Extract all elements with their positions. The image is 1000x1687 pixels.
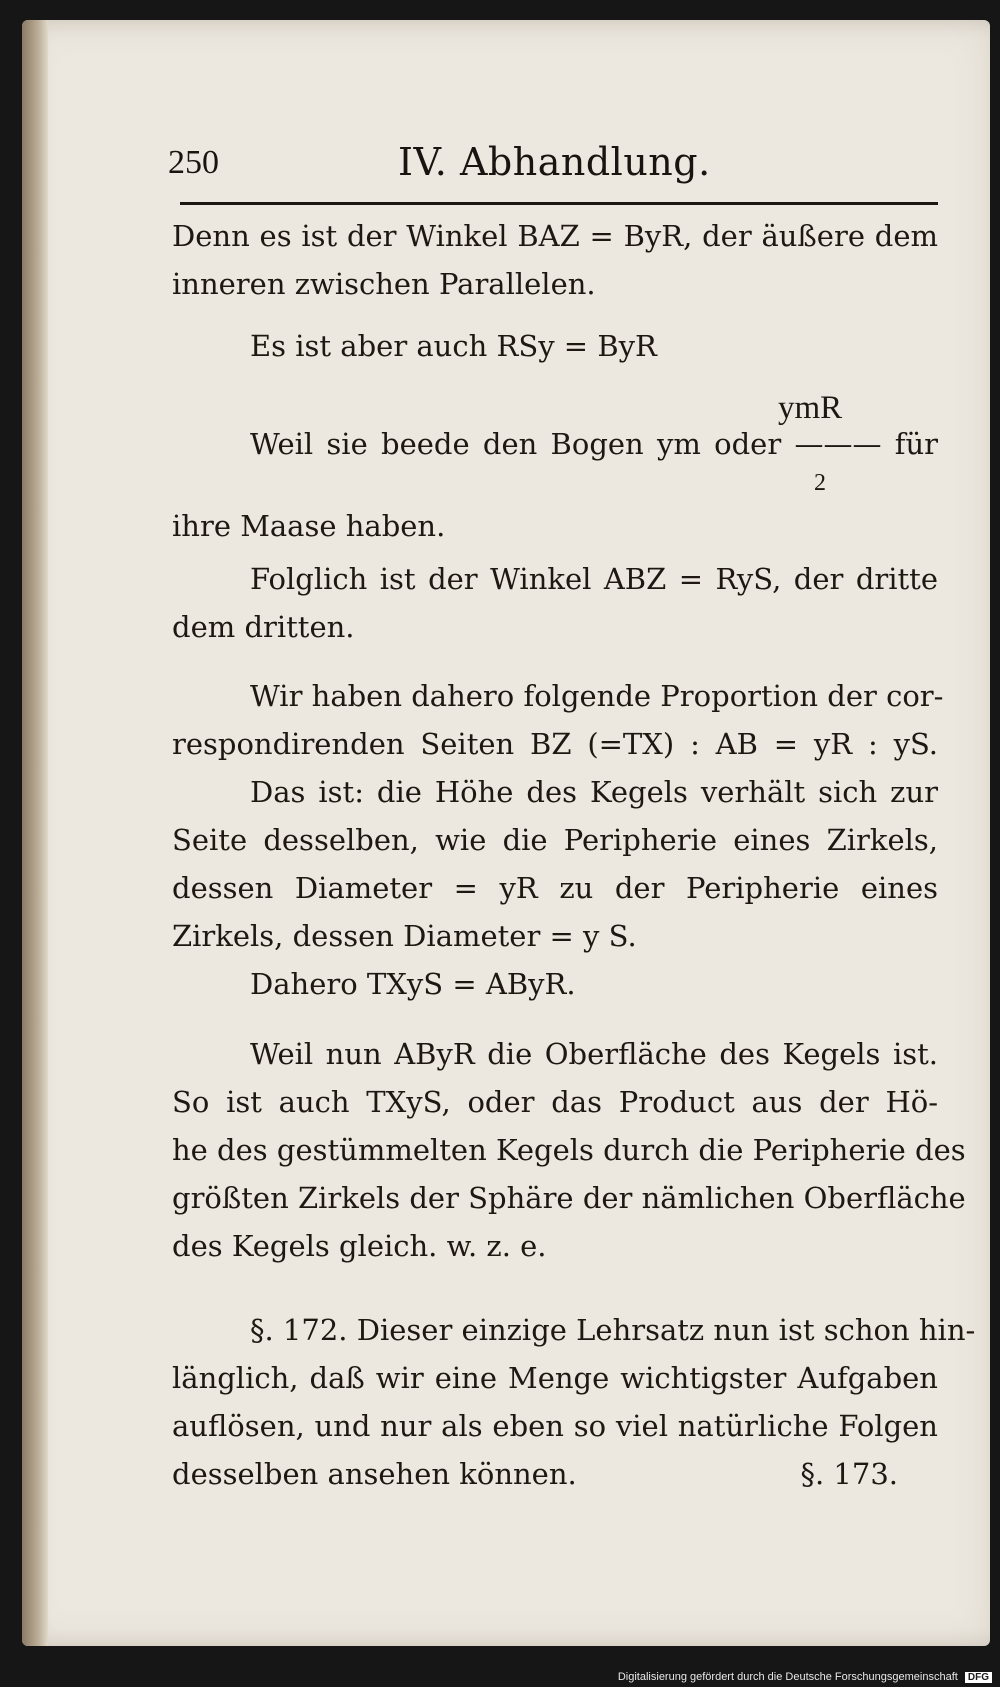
digitization-credit bbox=[618, 1671, 992, 1683]
paragraph-arc bbox=[172, 420, 938, 468]
dfg-logo: DFG bbox=[965, 1672, 992, 1683]
text-line: Wir haben dahero folgende Proportion der cor- bbox=[250, 679, 944, 713]
text-line: auflösen, und nur als eben so viel natürliche Folgen bbox=[172, 1409, 938, 1443]
credit-text: Digitalisierung gefördert durch die Deutsche Forschungsgemeinschaft bbox=[617, 1671, 958, 1683]
paragraph-conclusion bbox=[172, 1030, 966, 1270]
text-line: ihre Maase haben. bbox=[172, 509, 446, 543]
paragraph-proportion bbox=[172, 672, 944, 1008]
text-line: Das ist: die Höhe des Kegels verhält sich zur bbox=[250, 775, 938, 809]
text-line: inneren zwischen Parallelen. bbox=[172, 267, 596, 301]
text-line: he des gestümmelten Kegels durch die Peripherie des bbox=[172, 1133, 966, 1167]
page-number: 250 bbox=[168, 144, 219, 181]
fraction-numerator: ymR bbox=[778, 390, 843, 426]
text-line: Seite desselben, wie die Peripherie eines Zirkels, bbox=[172, 823, 938, 857]
text-line: Zirkels, dessen Diameter = y S. bbox=[172, 919, 637, 953]
text-line: Dahero TXyS = AByR. bbox=[250, 967, 576, 1001]
text-line: Weil sie beede den Bogen ym oder ——— für bbox=[250, 427, 938, 461]
text-line: respondirenden Seiten BZ (=TX) : AB = yR : yS. bbox=[172, 727, 938, 761]
text-line-last bbox=[172, 1450, 938, 1498]
text-line: des Kegels gleich. w. z. e. bbox=[172, 1229, 547, 1263]
paragraph-rsy bbox=[172, 322, 938, 370]
running-header bbox=[160, 140, 930, 200]
header-rule bbox=[180, 202, 938, 205]
running-title: IV. Abhandlung. bbox=[398, 140, 711, 184]
paragraph-consequently bbox=[172, 555, 938, 651]
paragraph-section-172 bbox=[172, 1306, 976, 1498]
text-line: desselben ansehen können. bbox=[172, 1457, 577, 1491]
text-line: dessen Diameter = yR zu der Peripherie eines bbox=[172, 871, 938, 905]
paragraph-measure bbox=[172, 502, 938, 550]
text-line: größten Zirkels der Sphäre der nämlichen Oberfläche bbox=[172, 1181, 966, 1215]
text-line: Denn es ist der Winkel BAZ = ByR, der äußere dem bbox=[172, 219, 938, 253]
catchword: §. 173. bbox=[800, 1457, 898, 1491]
text-line: Es ist aber auch RSy = ByR bbox=[250, 329, 657, 363]
text-line: Folglich ist der Winkel ABZ = RyS, der dritte bbox=[250, 562, 938, 596]
text-line: dem dritten. bbox=[172, 610, 355, 644]
paragraph-proof-angle bbox=[172, 212, 938, 308]
text-line: §. 172. Dieser einzige Lehrsatz nun ist schon hin- bbox=[250, 1313, 976, 1347]
text-line: So ist auch TXyS, oder das Product aus der Hö- bbox=[172, 1085, 938, 1119]
text-line: länglich, daß wir eine Menge wichtigster Aufgaben bbox=[172, 1361, 938, 1395]
text-line: Weil nun AByR die Oberfläche des Kegels ist. bbox=[250, 1037, 938, 1071]
book-spine-shadow bbox=[22, 20, 48, 1646]
fraction-denominator: 2 bbox=[814, 470, 826, 496]
